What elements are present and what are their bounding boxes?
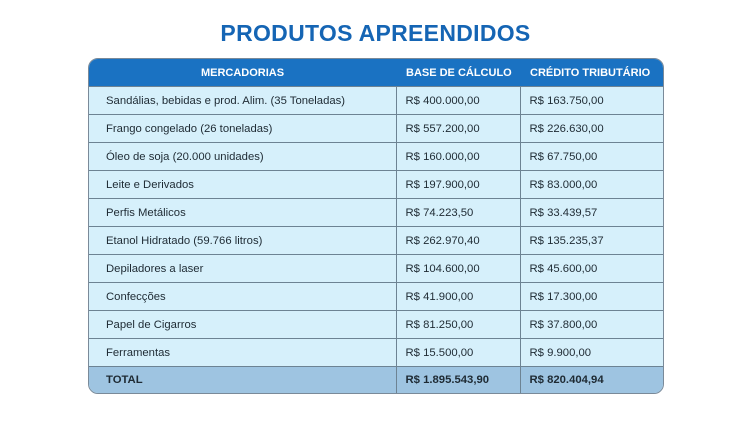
seized-products-table [88, 58, 664, 394]
cell-base: R$ 160.000,00 [396, 143, 520, 171]
cell-credit: R$ 135.235,37 [520, 227, 663, 255]
total-base: R$ 1.895.543,90 [396, 367, 520, 394]
cell-credit: R$ 17.300,00 [520, 283, 663, 311]
cell-credit: R$ 45.600,00 [520, 255, 663, 283]
cell-item: Etanol Hidratado (59.766 litros) [89, 227, 396, 255]
cell-credit: R$ 83.000,00 [520, 171, 663, 199]
total-row [89, 367, 663, 394]
table-row [89, 115, 663, 143]
cell-credit: R$ 67.750,00 [520, 143, 663, 171]
cell-item: Confecções [89, 283, 396, 311]
header-base-de-calculo: BASE DE CÁLCULO [396, 59, 520, 87]
cell-credit: R$ 226.630,00 [520, 115, 663, 143]
cell-item: Óleo de soja (20.000 unidades) [89, 143, 396, 171]
cell-credit: R$ 33.439,57 [520, 199, 663, 227]
header-credito-tributario: CRÉDITO TRIBUTÁRIO [520, 59, 663, 87]
cell-item: Papel de Cigarros [89, 311, 396, 339]
cell-item: Perfis Metálicos [89, 199, 396, 227]
table-row [89, 227, 663, 255]
table-row [89, 199, 663, 227]
table-row [89, 143, 663, 171]
total-credit: R$ 820.404,94 [520, 367, 663, 394]
cell-base: R$ 557.200,00 [396, 115, 520, 143]
cell-item: Ferramentas [89, 339, 396, 367]
cell-credit: R$ 163.750,00 [520, 87, 663, 115]
cell-base: R$ 74.223,50 [396, 199, 520, 227]
cell-item: Depiladores a laser [89, 255, 396, 283]
cell-base: R$ 262.970,40 [396, 227, 520, 255]
header-mercadorias: MERCADORIAS [89, 59, 396, 87]
cell-base: R$ 81.250,00 [396, 311, 520, 339]
cell-item: Leite e Derivados [89, 171, 396, 199]
cell-credit: R$ 37.800,00 [520, 311, 663, 339]
total-label: TOTAL [89, 367, 396, 394]
table-row [89, 339, 663, 367]
cell-base: R$ 104.600,00 [396, 255, 520, 283]
cell-item: Frango congelado (26 toneladas) [89, 115, 396, 143]
table-header-row [89, 59, 663, 87]
cell-credit: R$ 9.900,00 [520, 339, 663, 367]
cell-base: R$ 197.900,00 [396, 171, 520, 199]
table-row [89, 171, 663, 199]
cell-item: Sandálias, bebidas e prod. Alim. (35 Toneladas) [89, 87, 396, 115]
table-row [89, 283, 663, 311]
cell-base: R$ 400.000,00 [396, 87, 520, 115]
table-row [89, 255, 663, 283]
cell-base: R$ 41.900,00 [396, 283, 520, 311]
table-row [89, 311, 663, 339]
page-title: PRODUTOS APREENDIDOS [220, 20, 531, 46]
table-row [89, 87, 663, 115]
cell-base: R$ 15.500,00 [396, 339, 520, 367]
